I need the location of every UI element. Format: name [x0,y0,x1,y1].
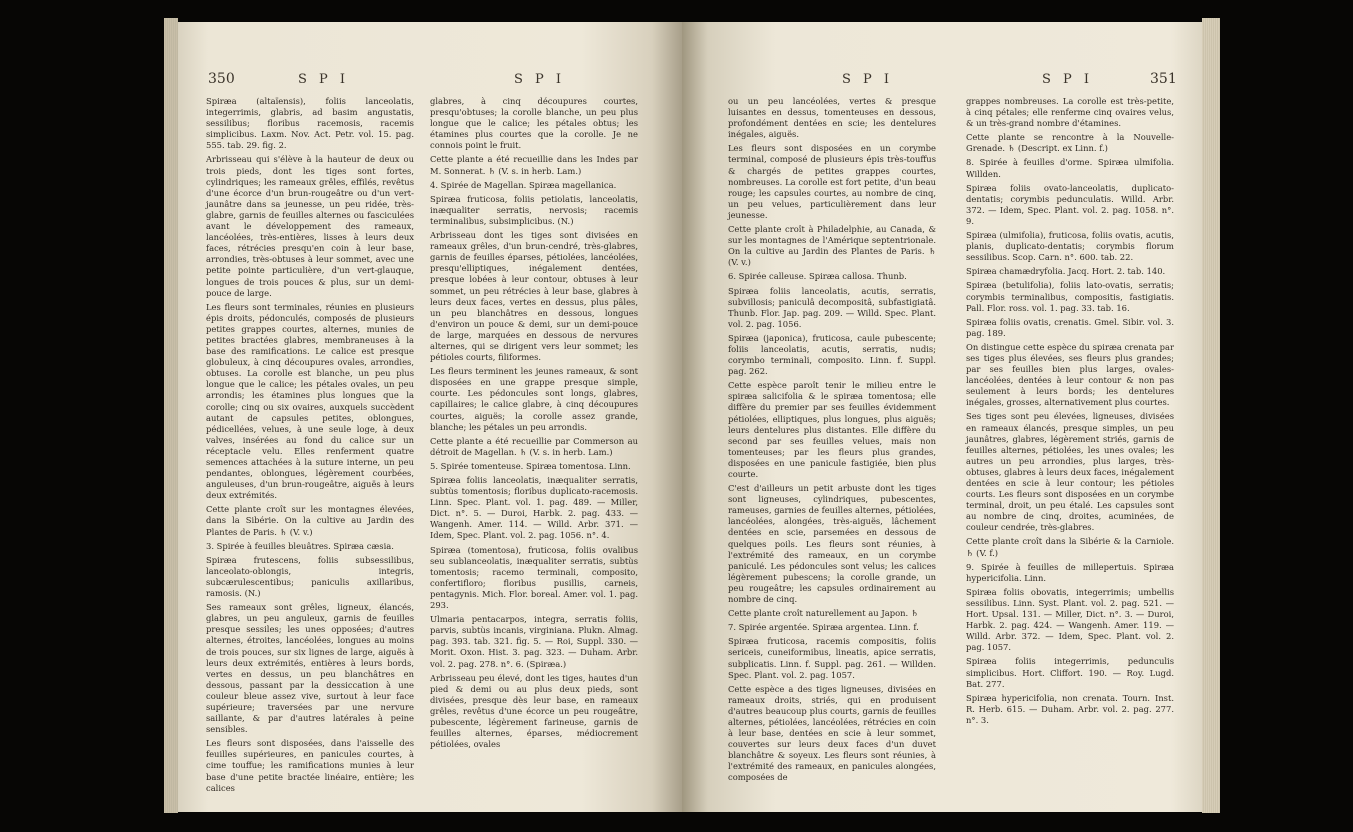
paragraph: Cette plante croît sur les montagnes élevées, dans la Sibérie. On la cultive au Jardin des Plantes de Paris. ♄ (V. v.) [206,504,414,537]
paragraph: Spiræa foliis ovatis, crenatis. Gmel. Sibir. vol. 3. pag. 189. [966,316,1174,338]
paragraph: Spiræa (japonica), fruticosa, caule pubescente; foliis lanceolatis, acutis, serratis, nudis; corymbo terminali, composito. Linn. f. Suppl. pag. 262. [728,332,936,377]
left-column-2 [430,96,638,753]
paragraph: 3. Spirée à feuilles bleuâtres. Spiræa cæsia. [206,540,394,551]
paragraph: Spiræa (tomentosa), fruticosa, foliis ovalibus seu sublanceolatis, inæqualiter serratis, subtùs tomentosis; racemo terminali, composito, confertifloro; floribus pusillis, carneis, pentagynis. Mich. Flor. boreal. Amer. vol. 1. pag. 293. [430,544,638,611]
paragraph: Spiræa foliis integerrimis, pedunculis simplicibus. Hort. Cliffort. 190. — Roy. Lugd. Bat. 277. [966,656,1174,689]
left-page [178,22,682,812]
paragraph: Spiræa chamædryfolia. Jacq. Hort. 2. tab. 140. [966,266,1166,277]
paragraph: Spiræa (ulmifolia), fruticosa, foliis ovatis, acutis, planis, duplicato-dentatis; corymbis florum sessilibus. Scop. Carn. n°. 600. tab. 22. [966,230,1174,263]
paragraph: 4. Spirée de Magellan. Spiræa magellanica. [430,179,617,190]
paragraph: Les fleurs terminent les jeunes rameaux, & sont disposées en une grappe presque simple, courte. Les pédoncules sont longs, glabres, capillaires; le calice glabre, à cinq découpures courtes, aiguës; la corolle assez grande, blanche; les pétales un peu arrondis. [430,366,638,432]
right-page-number: 351 [1150,71,1177,87]
left-running-head-b: S P I [514,72,566,87]
paragraph: Cette plante se rencontre à la Nouvelle-Grenade. ♄ (Descript. ex Linn. f.) [966,132,1174,154]
left-page-number: 350 [208,71,235,87]
paragraph: 6. Spirée calleuse. Spiræa callosa. Thunb. [728,271,907,282]
paragraph: Spiræa frutescens, foliis subsessilibus, lanceolato-oblongis, integris, subcærulescentibus; paniculis axillaribus, ramosis. (N.) [206,554,414,599]
paragraph: Arbrisseau peu élevé, dont les tiges, hautes d'un pied & demi ou au plus deux pieds, sont divisées, presque dès leur base, en rameaux grêles, revêtus d'une écorce un peu rougeâtre, pubescente, légèrement farineuse, garnis de feuilles alternes, éparses, médiocrement pétiolées, ovales [430,672,638,750]
paragraph: Spiræa fruticosa, foliis petiolatis, lanceolatis, inæqualiter serratis, nervosis; racemis terminalibus, subsimplicibus. (N.) [430,193,638,226]
paragraph: On distingue cette espèce du spiræa crenata par ses tiges plus élevées, ses fleurs plus grandes; par ses feuilles bien plus larges, ovales-lancéolées, dentées à leur contour & non pas seulement à leurs bords; les dentelures inégales, grosses, alternativement plus courtes. [966,341,1174,408]
paragraph: Cette espèce paroît tenir le milieu entre le spiræa salicifolia & le spiræa tomentosa; elle diffère du premier par ses feuilles évidemment pétiolées, elliptiques, plus longues, plus aiguës; leurs dentelures plus distantes. Elle diffère du second par ses feuilles velues, mais non tomenteuses; par les fleurs plus grandes, disposées en une panicule fastigiée, bien plus courte. [728,380,936,479]
paragraph: 5. Spirée tomenteuse. Spiræa tomentosa. Linn. [430,460,631,471]
paragraph: Cette plante a été recueillie dans les Indes par M. Sonnerat. ♄ (V. s. in herb. Lam.) [430,154,638,176]
paragraph: grappes nombreuses. La corolle est très-petite, à cinq pétales; elle renferme cinq ovaires velus, & un très-grand nombre d'étamines. [966,96,1174,129]
paragraph: Ses rameaux sont grêles, ligneux, élancés, glabres, un peu anguleux, garnis de feuilles presque sessiles; les unes opposées; d'autres alternes, étroites, lancéolées, longues au moins de trois pouces, sur six lignes de large, aiguës à leurs deux extrémités, entières à leurs bords, vertes en dessus, un peu blanchâtres en dessous, passant par la dessiccation à une couleur bleue assez vive, surtout à leur face supérieure; traversées par une nervure saillante, & par d'autres latérales à peine sensibles. [206,602,414,735]
paragraph: Spiræa (betulifolia), foliis lato-ovatis, serratis; corymbis terminalibus, compositis, fastigiatis. Pall. Flor. ross. vol. 1. pag. 33. tab. 16. [966,280,1174,313]
right-running-head-b: S P I [1042,72,1094,87]
paragraph: ou un peu lancéolées, vertes & presque luisantes en dessus, tomenteuses en dessous, profondément dentées en scie; les dentelures inégales, aiguës. [728,96,936,140]
paragraph: glabres, à cinq découpures courtes, presqu'obtuses; la corolle blanche, un peu plus longue que le calice; les pétales obtus; les étamines plus courtes que la corolle. Je ne connois point le fruit. [430,96,638,151]
right-column-1 [728,96,936,787]
paragraph: Spiræa (altaïensis), foliis lanceolatis, integerrimis, glabris, ad basim angustatis, sessilibus; floribus racemosis, racemis simplicibus. Laxm. Nov. Act. Petr. vol. 15. pag. 555. tab. 29. fig. 2. [206,96,414,151]
right-column-2 [966,96,1174,729]
paragraph: Cette plante a été recueillie par Commerson au détroit de Magellan. ♄ (V. s. in herb. Lam.) [430,435,638,457]
paragraph: Ses tiges sont peu élevées, ligneuses, divisées en rameaux élancés, presque simples, un peu jaunâtres, glabres, légèrement striés, garnis de feuilles alternes, pétiolées, les unes ovales; les autres un peu arrondies, plus larges, très-obtuses, glabres à leurs deux faces, inégalement dentées en scie à leur contour; les pétioles courts. Les fleurs sont disposées en un corymbe terminal, droit, un peu étalé. Les capsules sont au nombre de cinq, droites, acuminées, de couleur cendrée, très-glabres. [966,411,1174,533]
paragraph: Spiræa foliis obovatis, integerrimis; umbellis sessilibus. Linn. Syst. Plant. vol. 2. pag. 521. — Hort. Upsal. 131. — Miller, Dict. n°. 3. — Duroi, Harbk. 2. pag. 424. — Wangenh. Amer. 119. — Willd. Arbr. 372. — Idem, Spec. Plant. vol. 2. pag. 1057. [966,586,1174,653]
paragraph: Les fleurs sont disposées en un corymbe terminal, composé de plusieurs épis très-touffus & chargés de petites grappes courtes, nombreuses. La corolle est fort petite, d'un beau rouge; les capsules courtes, au nombre de cinq, un peu velues, particulièrement dans leur jeunesse. [728,143,936,220]
paragraph: 8. Spirée à feuilles d'orme. Spiræa ulmifolia. Willden. [966,157,1174,179]
paragraph: Cette espèce a des tiges ligneuses, divisées en rameaux droits, striés, qui en produisent d'autres beaucoup plus courts, garnis de feuilles alternes, pétiolées, lancéolées, rétrécies en coin à leur base, dentées en scie à leur sommet, couvertes sur leurs deux faces d'un duvet blanchâtre & soyeux. Les fleurs sont réunies, à l'extrémité des rameaux, en panicules alongées, composées de [728,683,936,783]
paragraph: Cette plante croît naturellement au Japon. ♄ [728,608,919,619]
paragraph: Cette plante croît à Philadelphie, au Canada, & sur les montagnes de l'Amérique septentrionale. On la cultive au Jardin des Plantes de Paris. ♄ (V. v.) [728,224,936,268]
paragraph: Spiræa foliis lanceolatis, inæqualiter serratis, subtùs tomentosis; floribus duplicato-racemosis. Linn. Spec. Plant. vol. 1. pag. 489. — Miller, Dict. n°. 5. — Duroi, Harbk. 2. pag. 433. — Wangenh. Amer. 114. — Willd. Arbr. 371. — Idem, Spec. Plant. vol. 2. pag. 1056. n°. 4. [430,475,638,541]
paragraph: Spiræa fruticosa, racemis compositis, foliis sericeis, cuneiformibus, lineatis, apice serratis, subplicatis. Linn. f. Suppl. pag. 261. — Willden. Spec. Plant. vol. 2. pag. 1057. [728,636,936,680]
paragraph: 7. Spirée argentée. Spiræa argentea. Linn. f. [728,622,919,633]
left-running-head-a: S P I [298,72,350,87]
right-page [682,22,1202,812]
paragraph: Spiræa foliis lanceolatis, acutis, serratis, subvillosis; paniculâ decompositâ, subfastigiatâ. Thunb. Flor. Jap. pag. 209. — Willd. Spec. Plant. vol. 2. pag. 1056. [728,285,936,329]
paragraph: Arbrisseau qui s'élève à la hauteur de deux ou trois pieds, dont les tiges sont fortes, cylindriques; les rameaux grêles, effilés, revêtus d'une écorce d'un brun-rougeâtre ou d'un vert-jaunâtre dans sa jeunesse, un peu ridée, très-glabre, garnis de feuilles alternes ou fasciculées avant le développement des rameaux, lancéolées, très-entières, lisses à leurs deux faces, rétrécies presqu'en coin à leur base, arrondies, très-obtuses à leur sommet, avec une petite pointe particulière, d'un vert-glauque, longues de trois pouces & plus, sur un demi-pouce de large. [206,154,414,298]
paragraph: Les fleurs sont terminales, réunies en plusieurs épis droits, pédonculés, composés de plusieurs petites grappes courtes, alternes, munies de petites bractées glabres, membraneuses à la base des ramifications. Le calice est presque globuleux, à cinq découpures ovales, arrondies, obtuses. La corolle est blanche, un peu plus longue que le calice; les pétales ovales, un peu arrondis; les étamines plus longues que la corolle; cinq ou six ovaires, auxquels succèdent autant de capsules petites, oblongues, pédicellées, velues, à une seule loge, à deux valves, insérées au fond du calice sur un réceptacle velu. Elles renferment quatre semences attachées à la suture interne, un peu pendantes, oblongues, légèrement courbées, anguleuses, d'un brun-rougeâtre, aiguës à leurs deux extrémités. [206,301,414,501]
paragraph: Cette plante croît dans la Sibérie & la Carniole. ♄ (V. f.) [966,536,1174,558]
left-column-1 [206,96,414,797]
paragraph: C'est d'ailleurs un petit arbuste dont les tiges sont ligneuses, cylindriques, pubescentes, rameuses, garnies de feuilles alternes, pétiolées, lancéolées, alongées, très-aiguës, lâchement dentées en scie, parsemées en dessous de quelques poils. Les fleurs sont réunies, à l'extrémité des rameaux, en un corymbe paniculé. Les pédoncules sont velus; les calices légèrement pubescens; la corolle grande, un peu rougeâtre; les capsules ordinairement au nombre de cinq. [728,483,936,605]
paragraph: Les fleurs sont disposées, dans l'aisselle des feuilles supérieures, en panicules courtes, à cime touffue; les ramifications munies à leur base d'une petite bractée linéaire, entière; les calices [206,738,414,793]
right-running-head-a: S P I [842,72,894,87]
paragraph: 9. Spirée à feuilles de millepertuis. Spiræa hypericifolia. Linn. [966,561,1174,583]
paragraph: Ulmaria pentacarpos, integra, serratis foliis, parvis, subtùs incanis, virginiana. Plukn. Almag. pag. 393. tab. 321. fig. 5. — Roi, Suppl. 330. — Morit. Oxon. Hist. 3. pag. 323. — Duham. Arbr. vol. 2. pag. 278. n°. 6. (Spiræa.) [430,614,638,669]
paragraph: Spiræa foliis ovato-lanceolatis, duplicato-dentatis; corymbis pedunculatis. Willd. Arbr. 372. — Idem, Spec. Plant. vol. 2. pag. 1058. n°. 9. [966,182,1174,226]
left-fore-edge [164,18,178,813]
paragraph: Spiræa hypericifolia, non crenata. Tourn. Inst. R. Herb. 615. — Duham. Arbr. vol. 2. pag. 277. n°. 3. [966,692,1174,725]
paragraph: Arbrisseau dont les tiges sont divisées en rameaux grêles, d'un brun-cendré, très-glabres, garnis de feuilles éparses, pétiolées, lancéolées, presqu'elliptiques, inégalement dentées, presque lobées à leur contour, obtuses à leur sommet, un peu rétrécies à leur base, glabres à leurs deux faces, vertes en dessus, plus pâles, un peu blanchâtres en dessous, longues d'environ un pouce & demi, sur un demi-pouce de large, marquées en dessous de nervures alternes, qui se dirigent vers leur sommet; les pétioles courts, filiformes. [430,230,638,363]
right-fore-edge [1202,18,1220,813]
